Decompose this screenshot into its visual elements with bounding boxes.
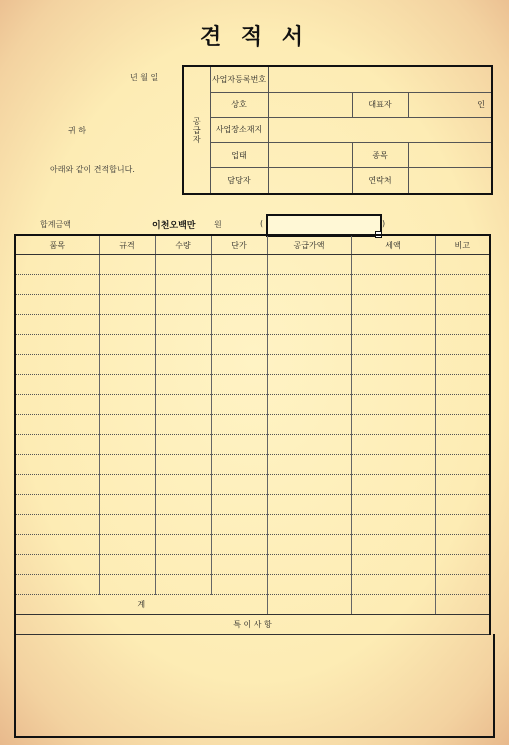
cell-tax[interactable] (351, 355, 435, 375)
table-row (15, 475, 490, 495)
cell-tax[interactable] (351, 515, 435, 535)
total-remarks[interactable] (435, 595, 490, 615)
table-row (15, 315, 490, 335)
cell-unit-price[interactable] (211, 275, 267, 295)
col-header-spec: 규격 (99, 235, 155, 255)
cell-spec[interactable] (99, 555, 155, 575)
cell-unit-price[interactable] (211, 555, 267, 575)
col-header-qty: 수량 (155, 235, 211, 255)
cell-qty[interactable] (155, 255, 211, 275)
supplier-table (182, 65, 493, 195)
cell-remarks[interactable] (435, 435, 490, 455)
supplier-value-company[interactable] (268, 92, 352, 117)
table-row (15, 395, 490, 415)
col-header-supply-amount: 공급가액 (267, 235, 351, 255)
supplier-value-ceo-seal[interactable]: 인 (408, 92, 492, 117)
amount-open-paren: ( (260, 219, 264, 228)
cell-qty[interactable] (155, 375, 211, 395)
cell-remarks[interactable] (435, 335, 490, 355)
cell-qty[interactable] (155, 355, 211, 375)
cell-item[interactable] (15, 375, 99, 395)
cell-spec[interactable] (99, 495, 155, 515)
cell-item[interactable] (15, 435, 99, 455)
cell-unit-price[interactable] (211, 255, 267, 275)
cell-remarks[interactable] (435, 395, 490, 415)
cell-unit-price[interactable] (211, 455, 267, 475)
cell-remarks[interactable] (435, 415, 490, 435)
cell-supply-amount[interactable] (267, 275, 351, 295)
cell-tax[interactable] (351, 535, 435, 555)
cell-qty[interactable] (155, 495, 211, 515)
amount-label: 합계금액 (40, 220, 71, 229)
cell-spec[interactable] (99, 295, 155, 315)
supplier-label-address: 사업장소재지 (210, 117, 268, 142)
cell-spec[interactable] (99, 455, 155, 475)
cell-supply-amount[interactable] (267, 515, 351, 535)
cell-tax[interactable] (351, 455, 435, 475)
cell-unit-price[interactable] (211, 515, 267, 535)
cell-qty[interactable] (155, 415, 211, 435)
cell-supply-amount[interactable] (267, 415, 351, 435)
supplier-value-contact[interactable] (408, 168, 492, 194)
cell-supply-amount[interactable] (267, 395, 351, 415)
cell-tax[interactable] (351, 555, 435, 575)
cell-tax[interactable] (351, 495, 435, 515)
table-row (15, 375, 490, 395)
cell-qty[interactable] (155, 575, 211, 595)
cell-tax[interactable] (351, 415, 435, 435)
cell-unit-price[interactable] (211, 475, 267, 495)
table-row (15, 435, 490, 455)
cell-spec[interactable] (99, 375, 155, 395)
cell-remarks[interactable] (435, 375, 490, 395)
cell-remarks[interactable] (435, 275, 490, 295)
notes-label: 특 이 사 항 (15, 615, 490, 635)
cell-qty[interactable] (155, 535, 211, 555)
cell-unit-price[interactable] (211, 415, 267, 435)
cell-supply-amount[interactable] (267, 355, 351, 375)
cell-spec[interactable] (99, 515, 155, 535)
col-header-remarks: 비고 (435, 235, 490, 255)
table-row (15, 275, 490, 295)
cell-supply-amount[interactable] (267, 295, 351, 315)
cell-remarks[interactable] (435, 475, 490, 495)
supplier-label-manager: 담당자 (210, 168, 268, 194)
intro-text: 아래와 같이 견적합니다. (50, 165, 135, 174)
cell-spec[interactable] (99, 535, 155, 555)
cell-unit-price[interactable] (211, 295, 267, 315)
supplier-label-business-item: 종목 (352, 143, 408, 168)
cell-remarks[interactable] (435, 555, 490, 575)
items-table (14, 234, 491, 635)
supplier-side-label: 공 급 자 (183, 66, 210, 194)
cell-spec[interactable] (99, 255, 155, 275)
cell-spec[interactable] (99, 395, 155, 415)
cell-tax[interactable] (351, 335, 435, 355)
cell-spec[interactable] (99, 315, 155, 335)
cell-item[interactable] (15, 295, 99, 315)
cell-spec[interactable] (99, 335, 155, 355)
date-label: 년 월 일 (130, 73, 159, 82)
cell-supply-amount[interactable] (267, 335, 351, 355)
cell-unit-price[interactable] (211, 435, 267, 455)
cell-item[interactable] (15, 415, 99, 435)
cell-tax[interactable] (351, 315, 435, 335)
cell-qty[interactable] (155, 435, 211, 455)
cell-item[interactable] (15, 315, 99, 335)
supplier-value-manager[interactable] (268, 168, 352, 194)
cell-remarks[interactable] (435, 575, 490, 595)
cell-remarks[interactable] (435, 295, 490, 315)
cell-unit-price[interactable] (211, 575, 267, 595)
cell-supply-amount[interactable] (267, 455, 351, 475)
cell-tax[interactable] (351, 295, 435, 315)
cell-tax[interactable] (351, 435, 435, 455)
document-title: 견 적 서 (199, 24, 310, 50)
supplier-label-contact: 연락처 (352, 168, 408, 194)
cell-spec[interactable] (99, 575, 155, 595)
cell-item[interactable] (15, 475, 99, 495)
cell-qty[interactable] (155, 475, 211, 495)
table-row (15, 255, 490, 275)
notes-area[interactable] (14, 634, 495, 738)
cell-spec[interactable] (99, 475, 155, 495)
supplier-value-business-type[interactable] (268, 143, 352, 168)
supplier-label-ceo: 대표자 (352, 92, 408, 117)
table-row (15, 515, 490, 535)
cell-qty[interactable] (155, 395, 211, 415)
table-row (15, 495, 490, 515)
total-label: 계 (15, 595, 267, 615)
table-row (15, 535, 490, 555)
cell-remarks[interactable] (435, 495, 490, 515)
cell-supply-amount[interactable] (267, 575, 351, 595)
cell-qty[interactable] (155, 455, 211, 475)
cell-tax[interactable] (351, 395, 435, 415)
total-row (15, 595, 490, 615)
cell-item[interactable] (15, 335, 99, 355)
cell-tax[interactable] (351, 255, 435, 275)
cell-item[interactable] (15, 455, 99, 475)
cell-item[interactable] (15, 395, 99, 415)
cell-supply-amount[interactable] (267, 495, 351, 515)
col-header-unit-price: 단가 (211, 235, 267, 255)
supplier-value-address[interactable] (268, 117, 492, 142)
cell-remarks[interactable] (435, 535, 490, 555)
table-row (15, 555, 490, 575)
col-header-tax: 세액 (351, 235, 435, 255)
notes-header-row (15, 615, 490, 635)
amount-unit: 원 (214, 220, 222, 229)
cell-supply-amount[interactable] (267, 535, 351, 555)
table-row (15, 355, 490, 375)
cell-remarks[interactable] (435, 255, 490, 275)
supplier-value-business-item[interactable] (408, 143, 492, 168)
table-row (15, 575, 490, 595)
cell-item[interactable] (15, 355, 99, 375)
table-row (15, 455, 490, 475)
cell-qty[interactable] (155, 515, 211, 535)
cell-item[interactable] (15, 575, 99, 595)
cell-item[interactable] (15, 255, 99, 275)
cell-unit-price[interactable] (211, 335, 267, 355)
cell-unit-price[interactable] (211, 395, 267, 415)
cell-spec[interactable] (99, 415, 155, 435)
cell-qty[interactable] (155, 295, 211, 315)
cell-unit-price[interactable] (211, 315, 267, 335)
table-row (15, 335, 490, 355)
supplier-label-business-type: 업태 (210, 143, 268, 168)
amount-hangul-label: 이천오백만 (152, 221, 196, 231)
recipient-label: 귀 하 (68, 126, 86, 135)
cell-qty[interactable] (155, 275, 211, 295)
cell-remarks[interactable] (435, 515, 490, 535)
cell-tax[interactable] (351, 375, 435, 395)
cell-remarks[interactable] (435, 355, 490, 375)
cell-remarks[interactable] (435, 315, 490, 335)
col-header-item: 품목 (15, 235, 99, 255)
cell-item[interactable] (15, 515, 99, 535)
amount-close-paren: ) (382, 219, 386, 228)
table-row (15, 295, 490, 315)
cell-supply-amount[interactable] (267, 255, 351, 275)
supplier-value-regno[interactable] (268, 66, 492, 92)
cell-supply-amount[interactable] (267, 555, 351, 575)
cell-tax[interactable] (351, 575, 435, 595)
cell-spec[interactable] (99, 355, 155, 375)
cell-remarks[interactable] (435, 455, 490, 475)
cell-qty[interactable] (155, 555, 211, 575)
cell-item[interactable] (15, 275, 99, 295)
cell-unit-price[interactable] (211, 355, 267, 375)
cell-supply-amount[interactable] (267, 435, 351, 455)
cell-item[interactable] (15, 495, 99, 515)
supplier-label-regno: 사업자등록번호 (210, 66, 268, 92)
cell-qty[interactable] (155, 335, 211, 355)
items-header-row (15, 235, 490, 255)
cell-spec[interactable] (99, 435, 155, 455)
supplier-label-company: 상호 (210, 92, 268, 117)
cell-supply-amount[interactable] (267, 315, 351, 335)
total-tax[interactable] (351, 595, 435, 615)
cell-supply-amount[interactable] (267, 375, 351, 395)
cell-tax[interactable] (351, 475, 435, 495)
cell-item[interactable] (15, 535, 99, 555)
cell-tax[interactable] (351, 275, 435, 295)
cell-item[interactable] (15, 555, 99, 575)
cell-unit-price[interactable] (211, 375, 267, 395)
cell-unit-price[interactable] (211, 495, 267, 515)
cell-supply-amount[interactable] (267, 475, 351, 495)
cell-spec[interactable] (99, 275, 155, 295)
cell-unit-price[interactable] (211, 535, 267, 555)
table-row (15, 415, 490, 435)
total-supply-amount[interactable] (267, 595, 351, 615)
cell-qty[interactable] (155, 315, 211, 335)
